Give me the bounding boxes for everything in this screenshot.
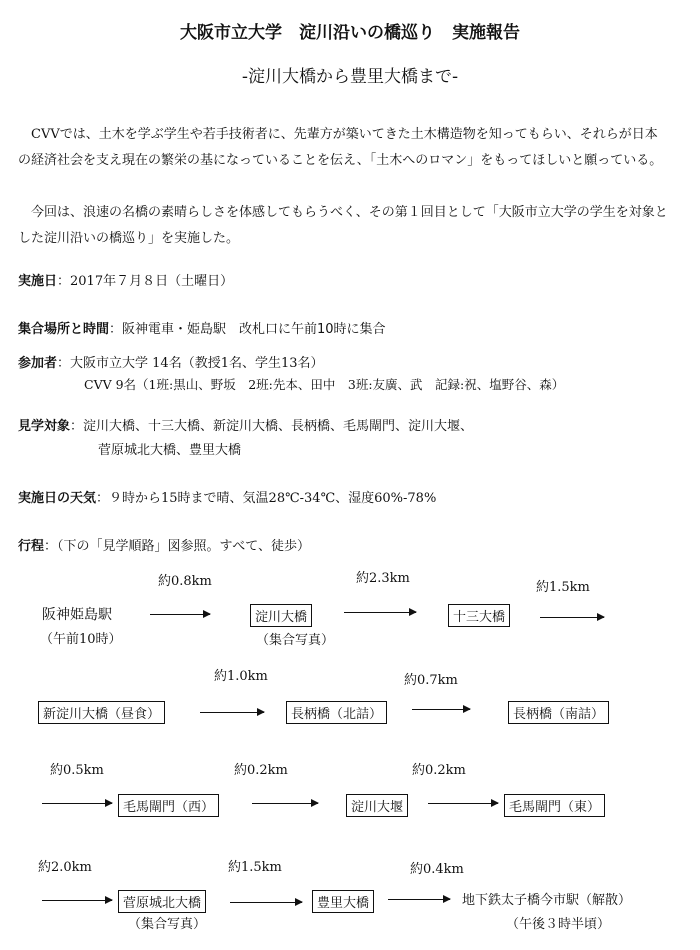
date-value: ：2017年７月８日（土曜日） [57,274,234,289]
route-start-time: （午前10時） [40,632,122,647]
route-arrow [42,900,112,901]
route-node: 菅原城北大橋 [118,890,206,913]
report-title: 大阪市立大学 淀川沿いの橋巡り 実施報告 [180,23,520,43]
date-row [18,270,233,289]
weather-label: 実施日の天気 [18,491,97,506]
route-node: 長柄橋（北詰） [286,701,387,724]
route-node: 十三大橋 [448,604,510,627]
route-arrow [230,902,302,903]
route-distance: 約0.8km [158,574,212,589]
participants-label: 参加者 [18,356,58,371]
route-start-station: 阪神姫島駅 [42,607,112,623]
weather-value: ：９時から15時まで晴、気温28℃-34℃、湿度60%-78% [96,491,437,506]
itinerary-value: ：（下の「見学順路」図参照。すべて、徒歩） [44,539,310,554]
route-end-time: （午後３時半頃） [506,917,611,932]
route-arrow [412,709,470,710]
route-arrow [344,612,416,613]
route-distance: 約0.2km [412,763,466,778]
participants-line-2: CVV 9名（1班:黒山、野坂 2班:先本、田中 3班:友廣、武 記録:祝、塩野谷、森） [84,377,565,392]
route-node: 毛馬閘門（東） [504,794,605,817]
route-arrow [150,614,210,615]
route-node: 毛馬閘門（西） [118,794,219,817]
route-node-note: （集合写真） [256,633,335,648]
participants-line-1: ：大阪市立大学 14名（教授1名、学生13名） [57,356,324,371]
route-arrow [388,899,450,900]
route-arrow [428,803,498,804]
meeting-row [18,318,386,337]
route-distance: 約2.0km [38,860,92,875]
route-distance: 約0.2km [234,763,288,778]
route-distance: 約2.3km [356,571,410,586]
route-distance: 約1.5km [228,860,282,875]
intro-paragraph-1: CVVでは、土木を学ぶ学生や若手技術者に、先輩方が築いてきた土木構造物を知ってもらい、それらが日本の経済社会を支え現在の繁栄の基になっていることを伝え、「土木へのロマン」をもってほしいと願っている。 [18,127,663,168]
meeting-value: ：阪神電車・姫島駅 改札口に午前10時に集合 [109,322,386,337]
route-arrow [42,803,112,804]
route-distance: 約0.4km [410,862,464,877]
route-node-note: （集合写真） [128,917,207,932]
participants-row [18,352,324,371]
route-node: 淀川大橋 [250,604,312,627]
route-node: 新淀川大橋（昼食） [38,701,165,724]
route-node: 豊里大橋 [312,890,374,913]
visits-label: 見学対象 [18,419,71,434]
route-distance: 約1.0km [214,669,268,684]
meeting-label: 集合場所と時間 [18,322,110,337]
date-label: 実施日 [18,274,58,289]
route-arrow [540,617,604,618]
route-node: 長柄橋（南詰） [508,701,609,724]
route-end-station: 地下鉄太子橋今市駅（解散） [462,893,632,908]
itinerary-row [18,535,310,554]
itinerary-label: 行程 [18,539,45,554]
route-distance: 約1.5km [536,580,590,595]
report-subtitle: -淀川大橋から豊里大橋まで- [241,67,459,87]
route-node: 淀川大堰 [346,794,408,817]
visits-row [18,415,473,434]
route-arrow [200,712,264,713]
intro-paragraph-2: 今回は、浪速の名橋の素晴らしさを体感してもらうべく、その第１回目として「大阪市立大学の学生を対象とした淀川沿いの橋巡り」を実施した。 [18,205,668,246]
route-distance: 約0.7km [404,673,458,688]
visits-line-1: ：淀川大橋、十三大橋、新淀川大橋、長柄橋、毛馬閘門、淀川大堰、 [70,419,474,434]
weather-row [18,487,436,506]
route-distance: 約0.5km [50,763,104,778]
visits-line-2: 菅原城北大橋、豊里大橋 [98,443,242,458]
route-arrow [252,803,318,804]
